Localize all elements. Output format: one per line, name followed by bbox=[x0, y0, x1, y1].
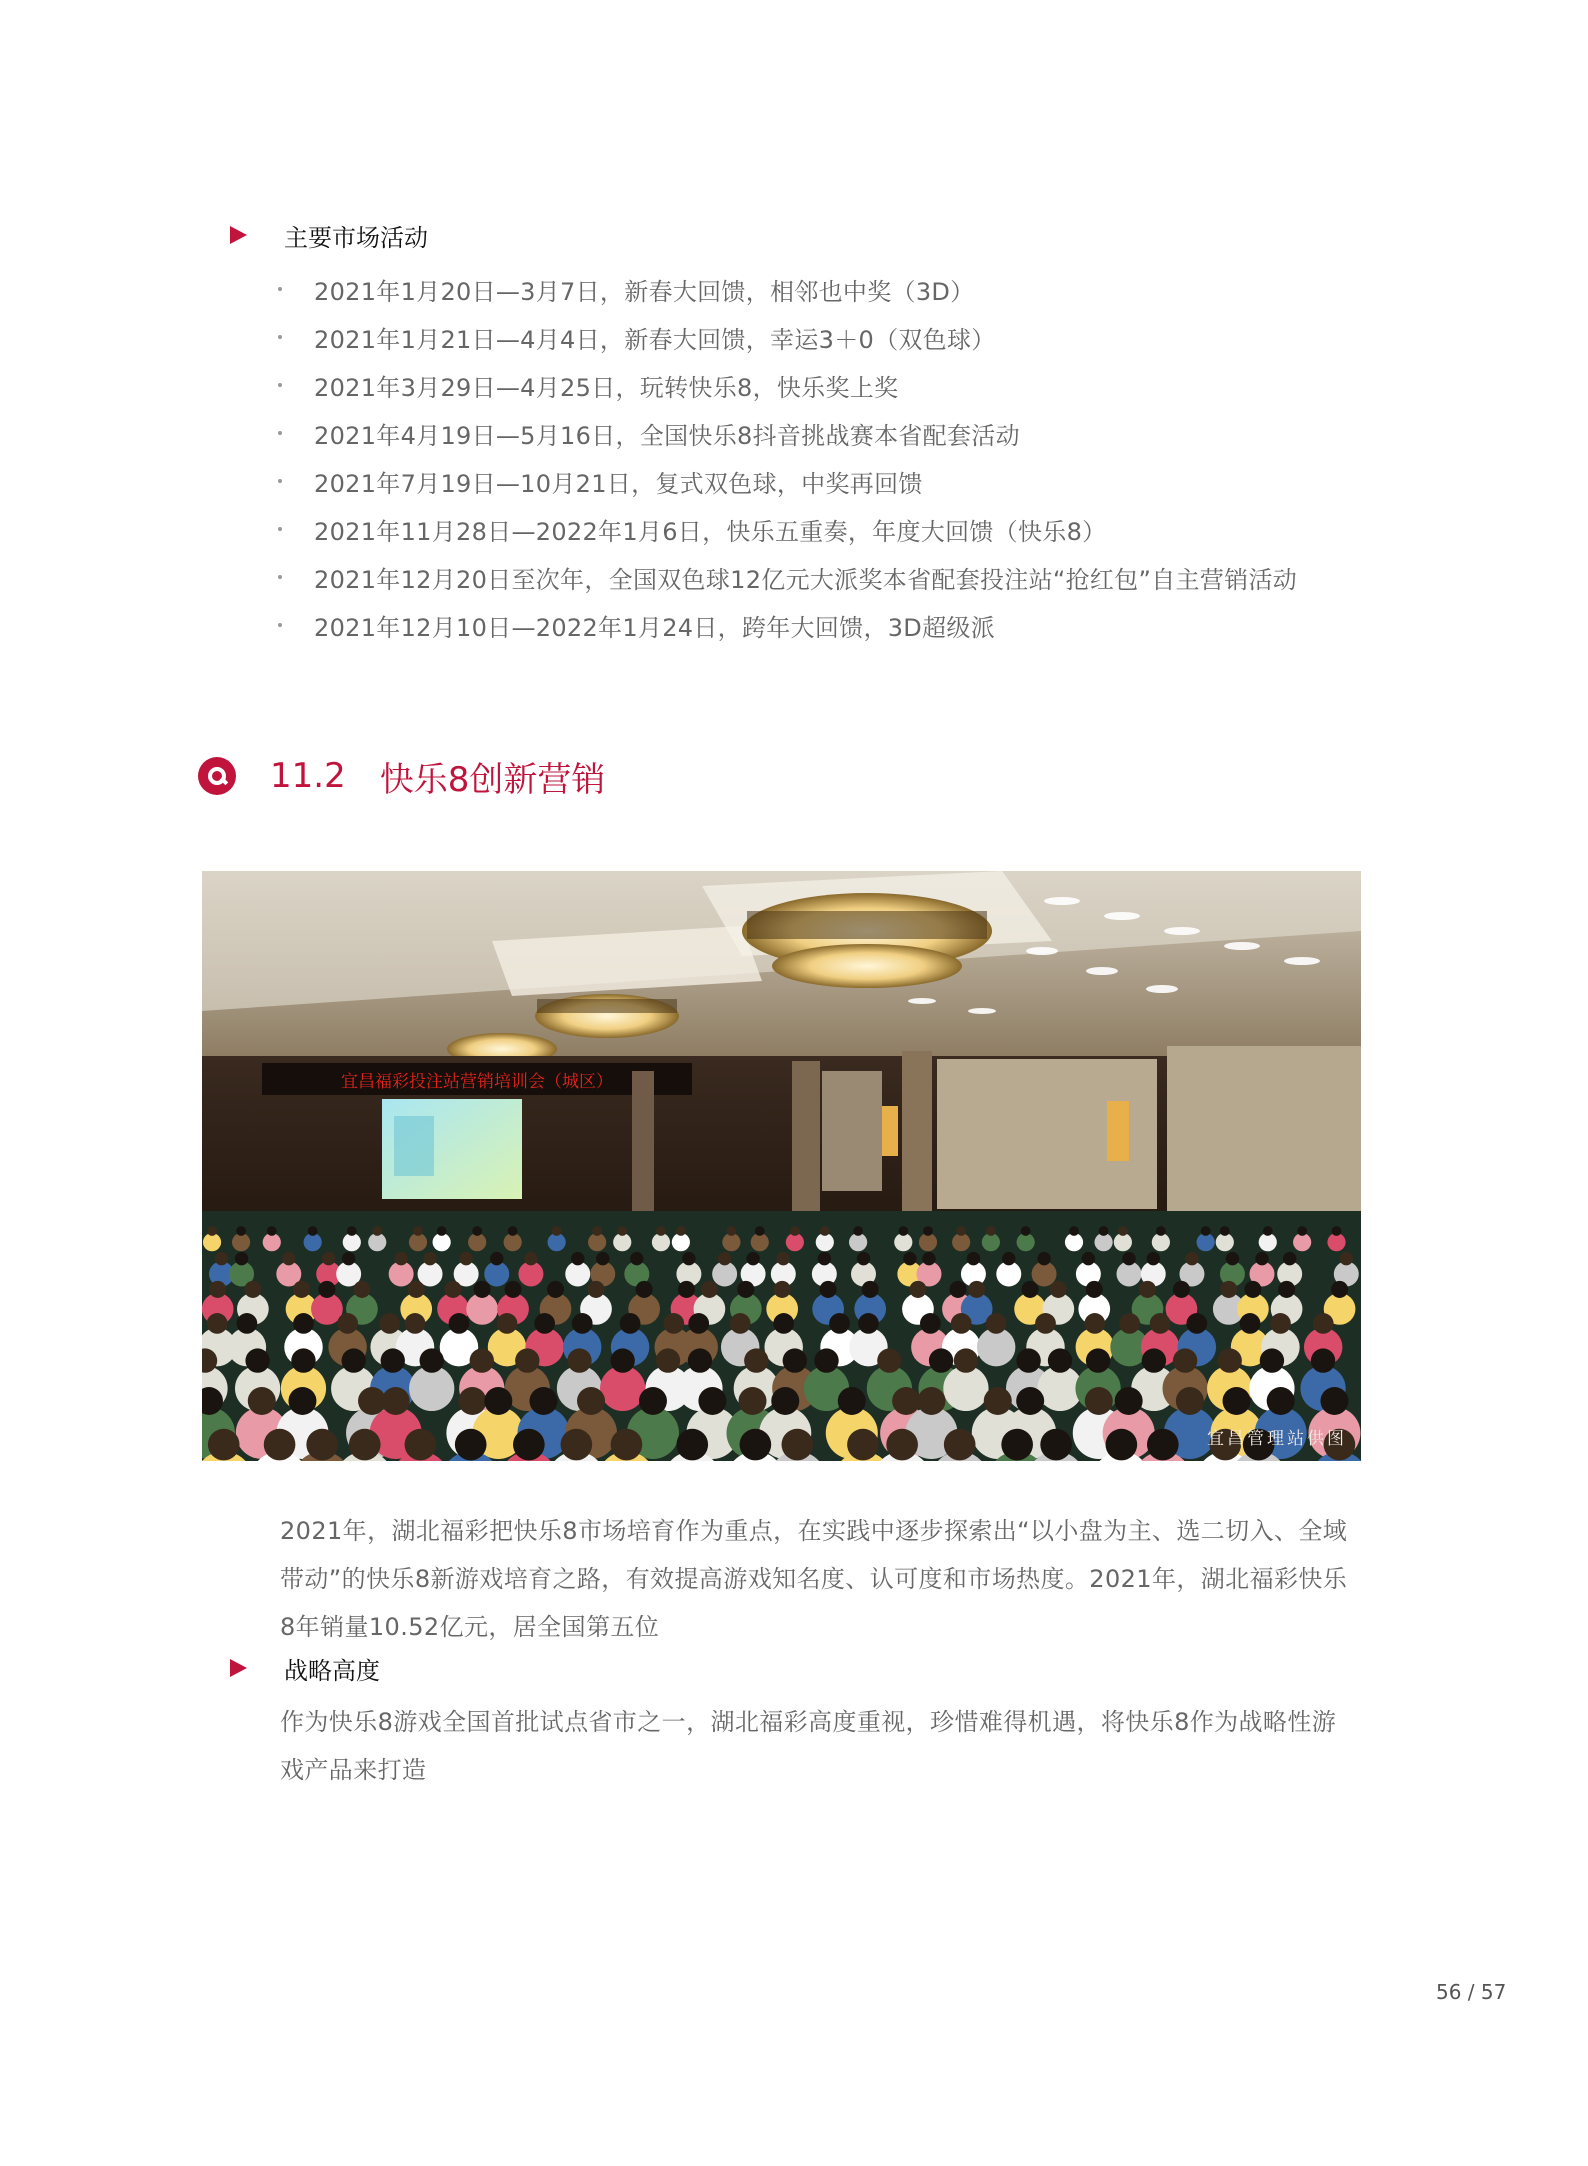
list-item bbox=[278, 601, 1398, 649]
list-item bbox=[278, 361, 1398, 409]
list-item bbox=[278, 265, 1398, 313]
list-item-text: 2021年7月19日—10月21日，复式双色球，中奖再回馈 bbox=[314, 469, 923, 498]
triangle-bullet-icon bbox=[230, 1659, 247, 1677]
strategy-heading-label: 战略高度 bbox=[284, 1656, 380, 1685]
list-item-text: 2021年11月28日—2022年1月6日，快乐五重奏，年度大回馈（快乐8） bbox=[314, 517, 1107, 546]
section-logo-icon bbox=[198, 757, 236, 795]
list-item bbox=[278, 457, 1398, 505]
section-title-text: 快乐8创新营销 bbox=[379, 759, 606, 800]
bullet-dot-icon bbox=[278, 431, 282, 435]
list-item-text: 2021年1月21日—4月4日，新春大回馈，幸运3＋0（双色球） bbox=[314, 325, 996, 354]
bullet-dot-icon bbox=[278, 383, 282, 387]
bullet-dot-icon bbox=[278, 527, 282, 531]
list-item-text: 2021年4月19日—5月16日，全国快乐8抖音挑战赛本省配套活动 bbox=[314, 421, 1020, 450]
list-item-text: 2021年12月10日—2022年1月24日，跨年大回馈，3D超级派 bbox=[314, 613, 995, 642]
strategy-heading bbox=[230, 1650, 380, 1686]
triangle-bullet-icon bbox=[230, 226, 247, 244]
intro-paragraph: 2021年，湖北福彩把快乐8市场培育作为重点，在实践中逐步探索出“以小盘为主、选二切入、全域带动”的快乐8新游戏培育之路，有效提高游戏知名度、认可度和市场热度。2021年，湖北福彩快乐8年销量10.52亿元，居全国第五位 bbox=[280, 1517, 1348, 1641]
section-title bbox=[198, 748, 605, 804]
bullet-dot-icon bbox=[278, 287, 282, 291]
list-item bbox=[278, 409, 1398, 457]
markets-activity-list bbox=[278, 265, 1398, 649]
banner-text: 宜昌福彩投注站营销培训会（城区） bbox=[341, 1072, 613, 1092]
list-item bbox=[278, 553, 1398, 601]
list-item bbox=[278, 313, 1398, 361]
bullet-dot-icon bbox=[278, 479, 282, 483]
training-meeting-photo bbox=[202, 871, 1361, 1461]
markets-heading bbox=[230, 217, 428, 253]
list-item bbox=[278, 505, 1398, 553]
photo-credit: 宜昌管理站供图 bbox=[1207, 1429, 1347, 1449]
strategy-paragraph: 作为快乐8游戏全国首批试点省市之一，湖北福彩高度重视，珍惜难得机遇，将快乐8作为战略性游戏产品来打造 bbox=[280, 1708, 1337, 1784]
bullet-dot-icon bbox=[278, 335, 282, 339]
bullet-dot-icon bbox=[278, 575, 282, 579]
page-number: 56 / 57 bbox=[1436, 1980, 1507, 2004]
markets-heading-label: 主要市场活动 bbox=[284, 223, 428, 252]
bullet-dot-icon bbox=[278, 623, 282, 627]
section-number: 11.2 bbox=[270, 756, 346, 796]
list-item-text: 2021年1月20日—3月7日，新春大回馈，相邻也中奖（3D） bbox=[314, 277, 975, 306]
list-item-text: 2021年3月29日—4月25日，玩转快乐8，快乐奖上奖 bbox=[314, 373, 899, 402]
list-item-text: 2021年12月20日至次年，全国双色球12亿元大派奖本省配套投注站“抢红包”自主营销活动 bbox=[314, 565, 1298, 594]
